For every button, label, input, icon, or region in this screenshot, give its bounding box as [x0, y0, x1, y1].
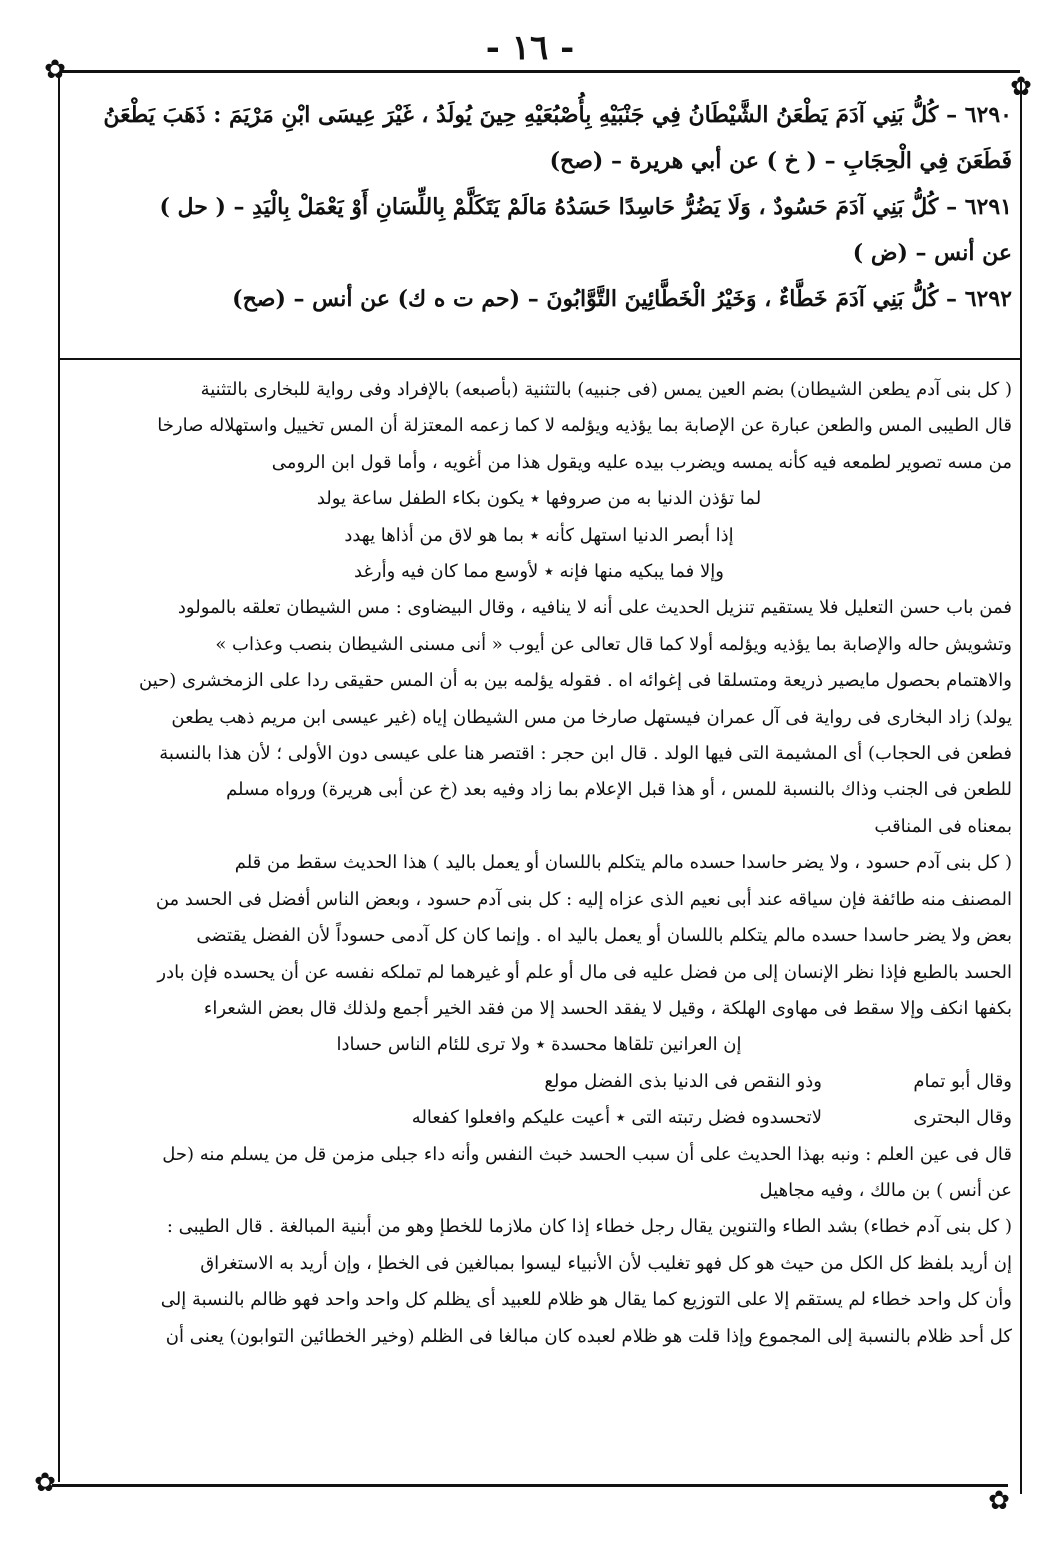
poem-verse: وإلا فما يبكيه منها فإنه ٭ لأوسع مما كان فيه وأرغد [354, 561, 724, 583]
hadith-6291-line2: عن أنس – (ض ) [852, 240, 1012, 266]
commentary-line: الحسد بالطبع فإذا نظر الإنسان إلى من فضل عليه فى مال أو علم أو غيرهما لم تملكه نفسه عن أن يحسده فإن بادر [157, 961, 1012, 983]
bottom-border [52, 1484, 1008, 1487]
poem-verse: لاتحسدوه فضل رتبته التى ٭ أعيت عليكم وافعلوا كفعاله [411, 1107, 822, 1129]
commentary-line: ( كل بنى آدم حسود ، ولا يضر حاسدا حسده مالم يتكلم باللسان أو يعمل باليد ) هذا الحديث سقط من قلم [234, 852, 1012, 874]
commentary-line: للطعن فى الجنب وذاك بالنسبة للمس ، أو هذا قبل الإعلام بما زاد وفيه بعد (خ عن أبى هريرة) ورواه مسلم [226, 779, 1012, 801]
hadith-6291-line1: ٦٢٩١ – كُلُّ بَنِي آدَمَ حَسُودٌ ، وَلَا يَضُرُّ حَاسِدًا حَسَدُهُ مَالَمْ يَتَكَلَّمْ بِاللِّسَانِ أَوْ يَعْمَلْ بِالْيَدِ – ( حل ) [159, 194, 1012, 220]
commentary-line: يولد) زاد البخارى فى رواية فى آل عمران فيستهل صارخا من مس الشيطان إياه (غير عيسى ابن مريم ذهب يطعن [171, 706, 1012, 728]
hadith-6290-line1: ٦٢٩٠ – كُلُّ بَنِي آدَمَ يَطْعَنُ الشَّيْطَانُ فِي جَنْبَيْهِ بِأُصْبُعَيْهِ حِينَ يُولَدُ ، غَيْرَ عِيسَى ابْنِ مَرْيَمَ : ذَهَبَ يَطْعَنُ [103, 102, 1012, 128]
commentary-line: بمعناه فى المناقب [874, 815, 1012, 837]
commentary-line: المصنف منه طائفة فإن سياقه عند أبى نعيم الذى عزاه إليه : كل بنى آدم حسود ، وبعض الناس أفضل فى الحسد من [155, 888, 1012, 910]
hadith-6292-line1: ٦٢٩٢ – كُلُّ بَنِي آدَمَ خَطَّاءٌ ، وَخَيْرُ الْخَطَّائِينَ التَّوَّابُونَ – (حم ت ه ك) عن أنس – (صح) [232, 286, 1012, 312]
commentary-line: إن أريد بلفظ كل الكل من حيث هو كل فهو تغليب لأن الأنبياء ليسوا بمبالغين فى الخطإ ، وإن أريد به الاستغراق [200, 1252, 1012, 1274]
poem-verse: لما تؤذن الدنيا به من صروفها ٭ يكون بكاء الطفل ساعة يولد [316, 488, 762, 510]
corner-ornament-icon: ✿ [44, 55, 66, 85]
commentary-line: عن أنس ) بن مالك ، وفيه مجاهيل [759, 1179, 1012, 1201]
poet-name: وقال أبو تمام [913, 1070, 1012, 1092]
commentary-section [66, 372, 1012, 1355]
corner-ornament-icon: ✿ [988, 1486, 1010, 1516]
poem-verse: إن العرانين تلقاها محسدة ٭ ولا ترى للئام الناس حسادا [336, 1034, 742, 1056]
poem-attributed-verse [66, 1064, 1012, 1100]
commentary-line: كل أحد ظلام بالنسبة إلى المجموع وإذا قلت هو ظلام لعبده كان مبالغا فى الظلم (وخير الخطائين التوابون) يعنى أن [165, 1325, 1012, 1347]
commentary-line: والاهتمام بحصول مايصير ذريعة ومتسلقا فى إغوائه اه . فقوله يؤلمه بين به أن المس حقيقى ردا على الزمخشرى (حين [139, 670, 1012, 692]
poet-name: وقال البحترى [913, 1107, 1012, 1129]
poem-verse: إذا أبصر الدنيا استهل كأنه ٭ بما هو لاق من أذاها يهدد [344, 524, 734, 546]
commentary-line: ( كل بنى آدم يطعن الشيطان) بضم العين يمس (فى جنبيه) بالتثنية (بأصبعه) بالإفراد وفى رواية للبخارى بالتثنية [200, 379, 1012, 400]
commentary-line: قال الطيبى المس والطعن عبارة عن الإصابة بما يؤذيه ويؤلمه لا كما زعمه المعتزلة أن المس تخييل واستهلاله صارخا [157, 415, 1012, 437]
commentary-line: وأن كل واحد خطاء لم يستقم إلا على التوزيع كما يقال هو ظلام للعبيد أى يظلم كل واحد واحد فهو ظالم بالنسبة إلى [160, 1289, 1012, 1311]
commentary-line: وتشويش حاله والإصابة بما يؤذيه ويؤلمه أولا كما قال تعالى عن أيوب « أنى مسنى الشيطان بنصب وعذاب » [215, 633, 1012, 655]
section-divider [60, 358, 1020, 360]
corner-ornament-icon: ✿ [1010, 72, 1032, 102]
commentary-line: بعض ولا يضر حاسدا حسده مالم يتكلم باللسان أو يعمل باليد اه . وإنما كان كل آدمى حسوداً لأن الفضل يقتضى [196, 925, 1012, 947]
page-number: - ١٦ - [485, 28, 575, 68]
commentary-line: قال فى عين العلم : ونبه بهذا الحديث على أن سبب الحسد خبث النفس وأنه داء جبلى مزمن قل من يسلم منه (حل [162, 1143, 1012, 1165]
corner-ornament-icon: ✿ [34, 1468, 56, 1498]
commentary-line: فمن باب حسن التعليل فلا يستقيم تنزيل الحديث على أنه لا ينافيه ، وقال البيضاوى : مس الشيطان تعلقه بالمولود [177, 597, 1012, 619]
hadith-section [60, 92, 1012, 322]
poem-verse: وذو النقص فى الدنيا بذى الفضل مولع [544, 1070, 822, 1092]
top-border [60, 70, 1020, 73]
right-border [1020, 82, 1022, 1494]
commentary-line: فطعن فى الحجاب) أى المشيمة التى فيها الولد . قال ابن حجر : اقتصر هنا على عيسى دون الأولى ؛ لأن هذا بالنسبة [159, 743, 1012, 765]
poem-attributed-verse [66, 1100, 1012, 1136]
commentary-line: ( كل بنى آدم خطاء) بشد الطاء والتنوين يقال رجل خطاء إذا كان ملازما للخطإ وهو من أبنية المبالغة . قال الطيبى : [166, 1216, 1012, 1238]
commentary-line: من مسه تصوير لطمعه فيه كأنه يمسه ويضرب بيده عليه ويقول هذا من أغويه ، وأما قول ابن الرومى [271, 451, 1012, 473]
commentary-line: بكفها انكف وإلا سقط فى مهاوى الهلكة ، وقيل لا يفقد الحسد إلا من فقد الخير أجمع ولذلك قال بعض الشعراء [203, 997, 1012, 1019]
hadith-6290-line2: فَطَعَنَ فِي الْحِجَابِ – ( خ ) عن أبي هريرة – (صح) [549, 148, 1012, 174]
